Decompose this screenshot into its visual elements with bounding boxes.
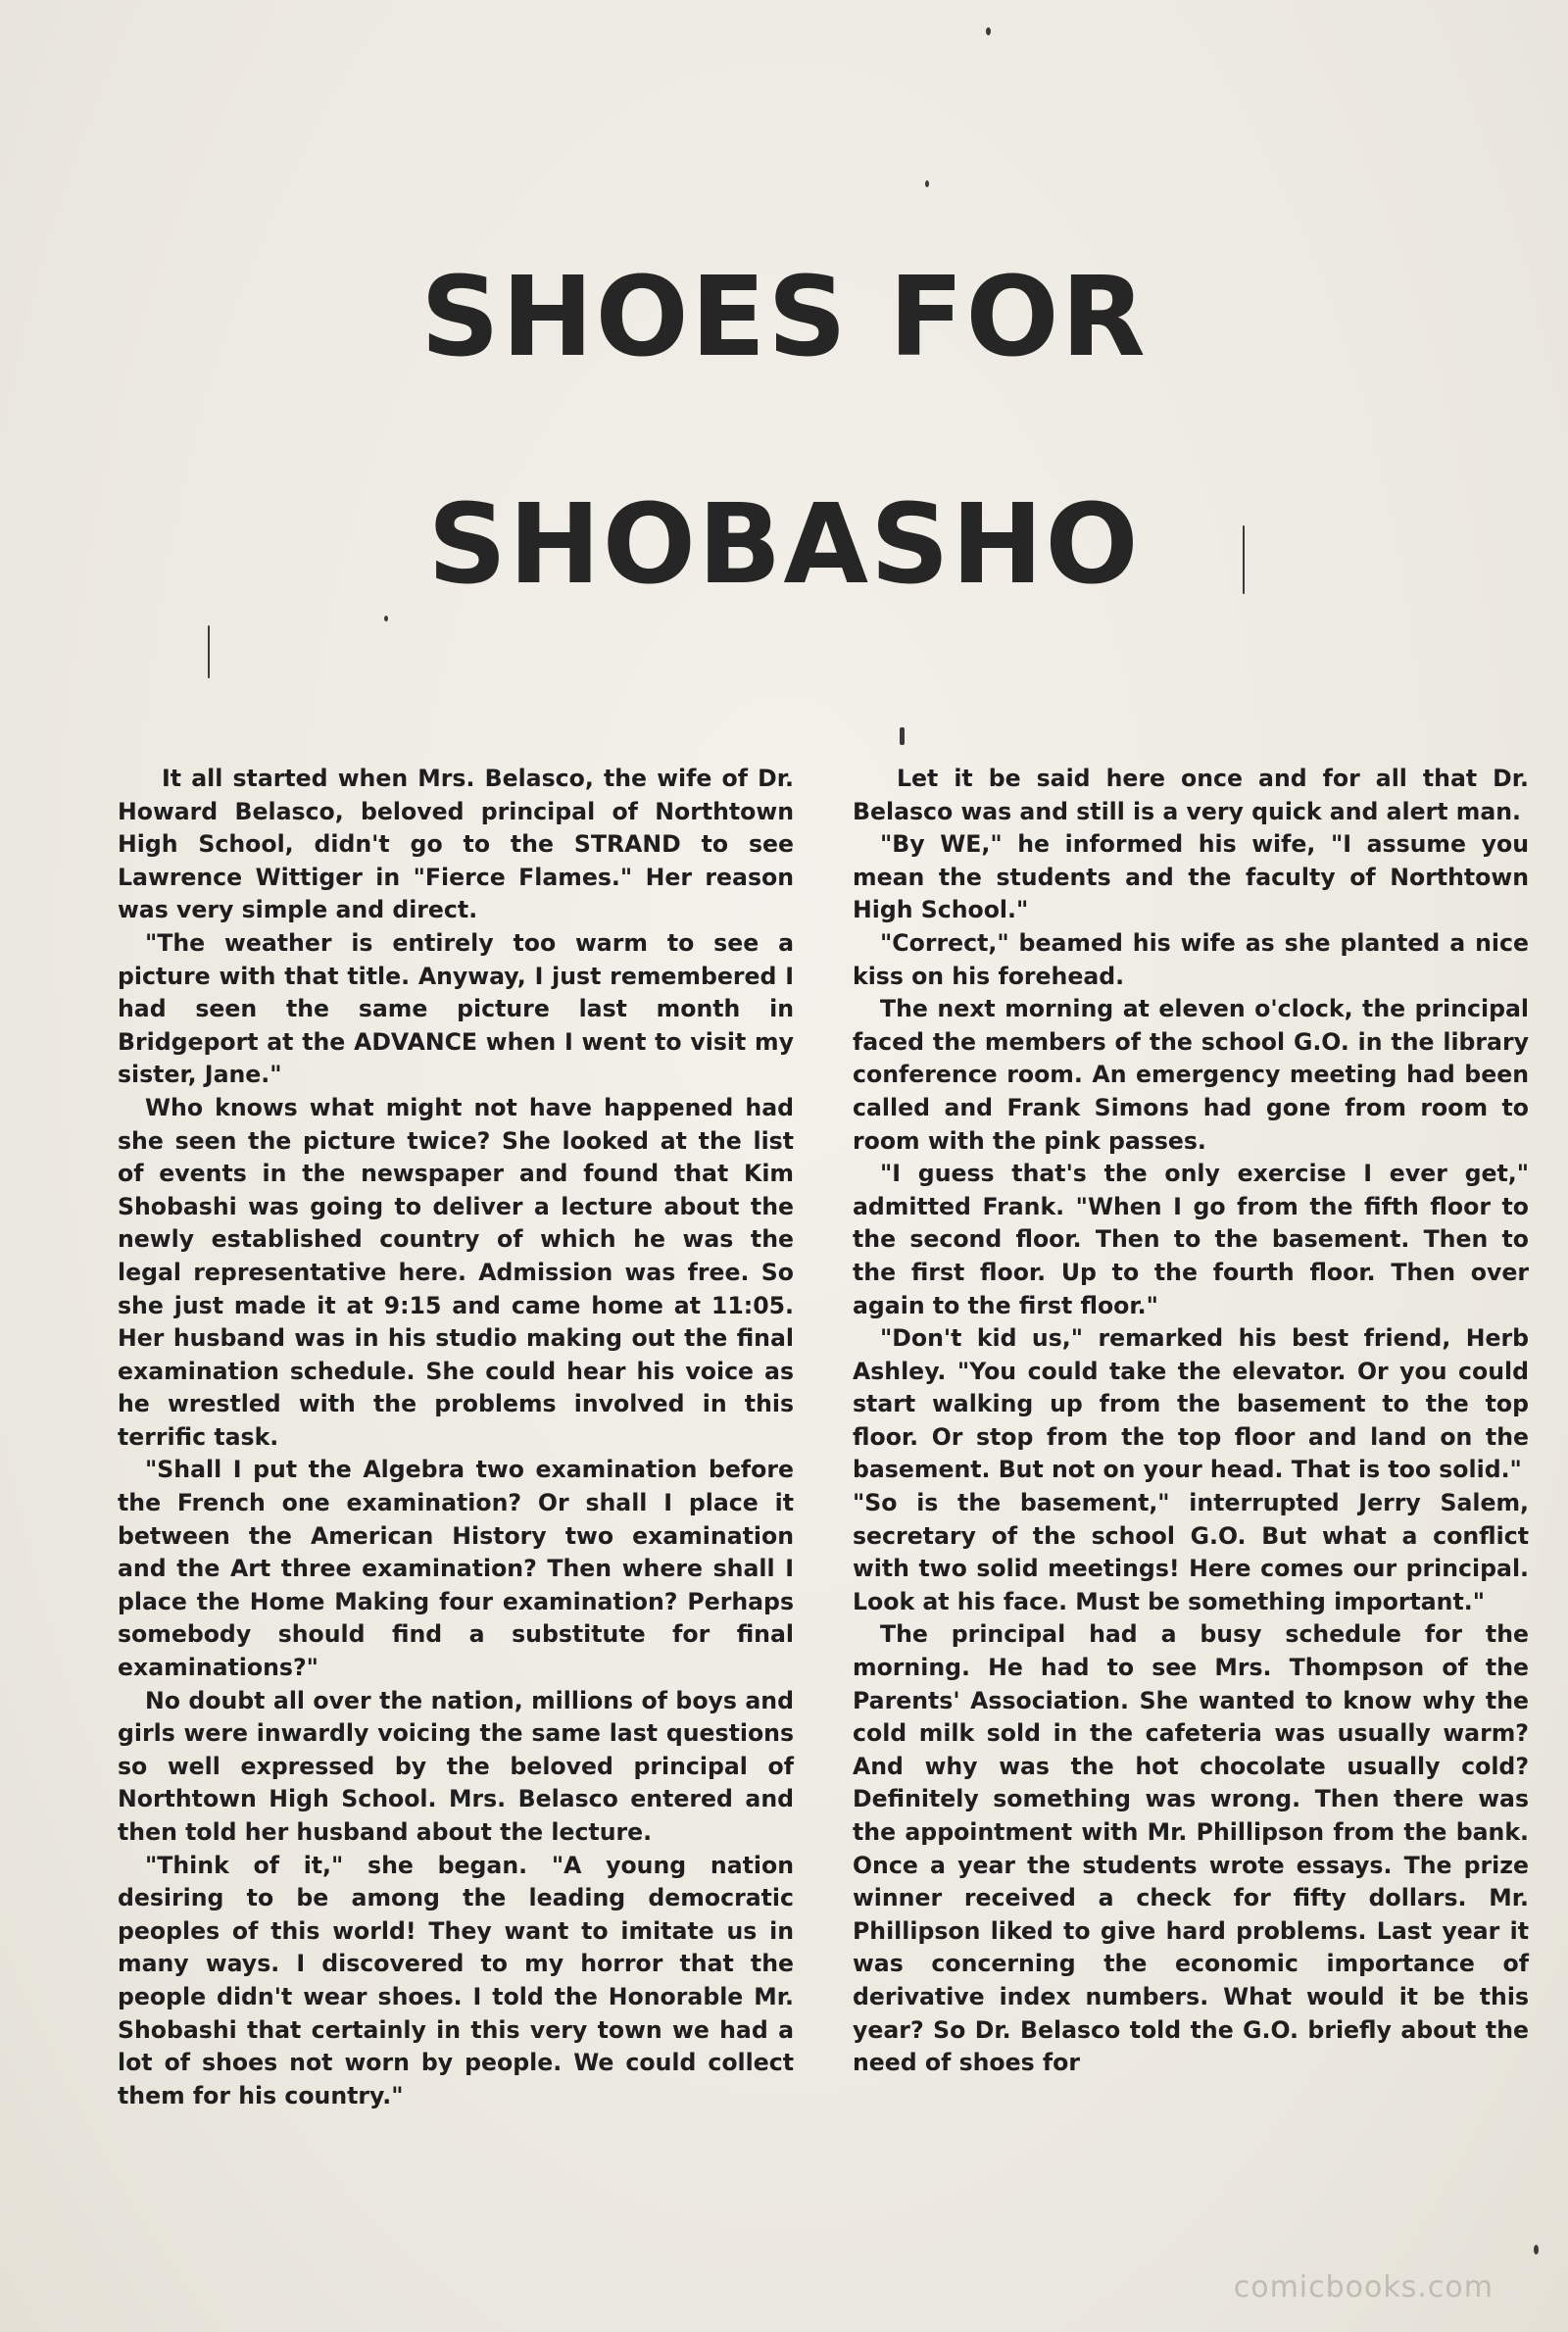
story-title-line-2: SHOBASHO: [427, 481, 1141, 609]
paragraph: "I guess that's the only exercise I ever get," admitted Frank. "When I go from the fifth floor to the second floor. Then to the basement. Then to the first floor. Up to the fourth floor. Then over again to the first floor.": [853, 1160, 1529, 1319]
paper-speck: [208, 625, 210, 678]
paragraph: "Shall I put the Algebra two examination before the French one examination? Or shall I place it between the American History two examination and the Art three examination? Then where shall I place the Home Making four examination? Perhaps somebody should find a substitute for final examinations?": [118, 1456, 794, 1682]
paper-speck: [384, 616, 388, 621]
paragraph: Who knows what might not have happened had she seen the picture twice? She looked at the list of events in the newspaper and found that Kim Shobashi was going to deliver a lecture about the newly established country of which he was the legal representative here. Admission was free. So she just made it at 9:15 and came home at 11:05. Her husband was in his studio making out the final examination schedule. She could hear his voice as he wrestled with the problems involved in this terrific task.: [118, 1093, 794, 1451]
paper-speck: [900, 727, 905, 745]
paper-speck: [1534, 2245, 1539, 2255]
paper-speck: [925, 180, 929, 187]
paragraph: The next morning at eleven o'clock, the principal faced the members of the school G.O. in the library conference room. An emergency meeting had been called and Frank Simons had gone from room to room with the pink passes.: [853, 995, 1529, 1155]
paragraph: No doubt all over the nation, millions of boys and girls were inwardly voicing the same last questions so well expressed by the beloved principal of Northtown High School. Mrs. Belasco entered and then told her husband about the lecture.: [118, 1686, 794, 1846]
story-title-line-1: SHOES FOR: [420, 254, 1148, 381]
left-text-column: [118, 763, 794, 2112]
paragraph: "Think of it," she began. "A young nation desiring to be among the leading democratic peoples of this world! They want to imitate us in many ways. I discovered to my horror that the people didn't wear shoes. I told the Honorable Mr. Shobashi that certainly in this very town we had a lot of shoes not worn by people. We could collect them for his country.": [118, 1851, 794, 2109]
paper-speck: [1243, 525, 1245, 594]
paper-speck: [986, 27, 991, 35]
paragraph: It all started when Mrs. Belasco, the wife of Dr. Howard Belasco, beloved principal of Northtown High School, didn't go to the STRAND to see Lawrence Wittiger in "Fierce Flames." Her reason was very simple and direct.: [118, 765, 794, 924]
paragraph: The principal had a busy schedule for the morning. He had to see Mrs. Thompson of the Parents' Association. She wanted to know why the cold milk sold in the cafeteria was usually warm? And why was the hot chocolate usually cold? Definitely something was wrong. Then there was the appointment with Mr. Phillipson from the bank. Once a year the students wrote essays. The prize winner received a check for fifty dollars. Mr. Phillipson liked to give hard problems. Last year it was concerning the economic importance of derivative index numbers. What would it be this year? So Dr. Belasco told the G.O. briefly about the need of shoes for: [853, 1620, 1529, 2077]
paragraph: "Correct," beamed his wife as she planted a nice kiss on his forehead.: [853, 928, 1529, 990]
right-text-column: [853, 763, 1529, 2080]
paragraph: Let it be said here once and for all that Dr. Belasco was and still is a very quick and alert man.: [853, 765, 1529, 825]
paragraph: "The weather is entirely too warm to see a picture with that title. Anyway, I just remembered I had seen the same picture last month in Bridgeport at the ADVANCE when I went to visit my sister, Jane.": [118, 928, 794, 1089]
paragraph: "Don't kid us," remarked his best friend, Herb Ashley. "You could take the elevator. Or you could start walking up from the basement to the top floor. Or stop from the top floor and land on the basement. But not on your head. That is too solid.": [853, 1324, 1529, 1484]
paragraph: "So is the basement," interrupted Jerry Salem, secretary of the school G.O. But what a conflict with two solid meetings! Here comes our principal. Look at his face. Must be something important.": [853, 1489, 1529, 1615]
paragraph: "By WE," he informed his wife, "I assume you mean the students and the faculty of Northtown High School.": [853, 830, 1529, 924]
watermark: comicbooks.com: [1233, 2270, 1494, 2305]
